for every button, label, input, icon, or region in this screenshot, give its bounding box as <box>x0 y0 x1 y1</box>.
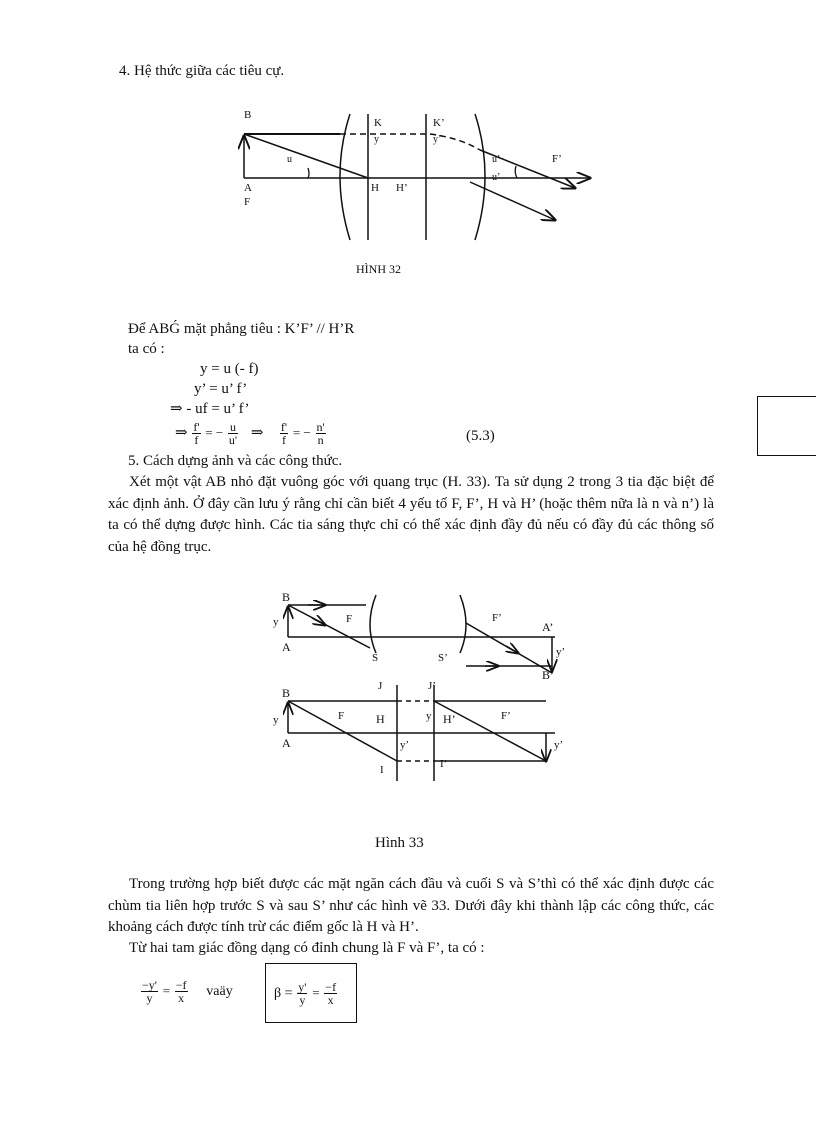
figure-33 <box>270 585 580 800</box>
numerator: −y' <box>142 978 157 993</box>
text-ta-co: ta có : <box>128 341 165 357</box>
label-B: B <box>244 109 252 121</box>
denominator: x <box>178 991 185 1006</box>
label-u-prime: u’ <box>492 154 501 165</box>
label-B: B <box>282 686 291 700</box>
numerator: n' <box>316 420 325 435</box>
label-u-prime-2: u’ <box>492 172 501 183</box>
word-vay: vaäy <box>206 984 233 999</box>
label-A: A <box>282 736 291 750</box>
fraction-neg-y-prime-over-y <box>141 979 158 1004</box>
label-F-prime: F’ <box>552 153 562 165</box>
label-B-prime: B’ <box>542 668 554 682</box>
fraction-u-over-u-prime <box>228 421 238 446</box>
label-A: A <box>244 182 252 194</box>
denominator: f <box>282 433 286 448</box>
label-A-prime: A’ <box>542 620 554 634</box>
label-K-prime: K’ <box>433 117 445 129</box>
label-S: S <box>372 652 379 664</box>
figure-32 <box>230 100 610 250</box>
label-y: y <box>374 134 379 145</box>
section-heading-4: 4. Hệ thức giữa các tiêu cự. <box>119 63 285 79</box>
paragraph-3-text: Từ hai tam giác đồng dạng có đỉnh chung là F và F’, ta có : <box>129 940 485 956</box>
equation-3-body: - uf = u’ f’ <box>186 401 250 417</box>
paragraph-3 <box>108 938 714 960</box>
implies-arrow: ⇒ <box>250 425 264 441</box>
denominator: x <box>327 993 334 1008</box>
numerator: f' <box>280 420 288 435</box>
label-u: u <box>287 154 292 165</box>
equals-minus: = − <box>292 425 311 440</box>
equation-2: y’ = u’ f’ <box>194 381 248 397</box>
label-B: B <box>282 590 291 604</box>
paragraph-2 <box>108 874 714 939</box>
label-y: y <box>426 710 432 722</box>
equals-minus: = − <box>205 425 224 440</box>
equation-4 <box>175 418 327 448</box>
fraction-neg-f-over-x <box>175 979 188 1004</box>
label-y-prime: y’ <box>400 739 410 751</box>
paragraph-2-text: Trong trường hợp biết được các mặt ngăn cách đầu và cuối S và S’thì có thể xác định được các chùm tia liên hợp trước S và sau S’ như các hình vẽ 33. Dưới đây khi thành lập các công thức, các khoảng cách được tính trừ các điểm gốc là H và H’. <box>108 876 714 935</box>
fraction-neg-f-over-x <box>324 981 337 1006</box>
implies-arrow: ⇒ <box>170 401 183 417</box>
numerator: f' <box>193 420 200 435</box>
equals: = <box>312 985 320 1000</box>
numerator: −f <box>175 978 187 993</box>
label-y-prime: y’ <box>433 134 442 145</box>
beta-symbol: β = <box>274 986 293 1001</box>
label-F: F <box>244 196 251 208</box>
fraction-f-prime-over-f <box>192 421 200 446</box>
numerator: y' <box>298 980 307 995</box>
paragraph-1 <box>108 472 714 558</box>
label-y: y <box>273 616 279 628</box>
implies-arrow: ⇒ <box>175 425 188 441</box>
label-y-prime: y’ <box>554 739 564 751</box>
label-F-prime: F’ <box>501 710 511 722</box>
fraction-f-prime-over-f-2 <box>280 421 288 446</box>
denominator: y <box>146 991 153 1006</box>
label-S-prime: S’ <box>438 652 448 664</box>
equals: = <box>162 983 171 998</box>
label-H-prime: H’ <box>443 712 456 726</box>
margin-box <box>757 396 816 456</box>
beta-formula <box>274 978 338 1009</box>
label-F-prime: F’ <box>492 612 502 624</box>
denominator: n <box>317 433 324 448</box>
equation-tag: (5.3) <box>466 428 495 444</box>
denominator: u' <box>228 433 238 448</box>
figure-33-caption: Hình 33 <box>375 835 424 851</box>
equation-3 <box>170 398 249 420</box>
label-J: J <box>378 680 383 692</box>
label-I-prime: I’ <box>440 758 448 770</box>
denominator: f <box>194 433 199 448</box>
label-y: y <box>273 714 279 726</box>
section-heading-5: 5. Cách dựng ảnh và các công thức. <box>128 453 343 469</box>
label-H: H <box>376 712 385 726</box>
label-J-prime: J’ <box>428 680 436 692</box>
fraction-n-prime-over-n <box>316 421 326 446</box>
numerator: u <box>228 421 238 434</box>
label-F: F <box>346 613 353 625</box>
label-H: H <box>371 182 379 194</box>
text-abg: Để ABǴ mặt phẳng tiêu : K’F’ // H’R <box>128 321 355 337</box>
figure-32-caption: HÌNH 32 <box>356 262 401 276</box>
fraction-y-prime-over-y <box>297 981 307 1006</box>
label-H-prime: H’ <box>396 182 408 194</box>
label-y-prime: y’ <box>556 646 566 658</box>
numerator: −f <box>325 980 337 995</box>
final-equation-left <box>140 976 233 1007</box>
label-F: F <box>338 710 345 722</box>
label-A: A <box>282 640 291 654</box>
paragraph-1-text: Xét một vật AB nhỏ đặt vuông góc với quang trục (H. 33). Ta sử dụng 2 trong 3 tia đặc biệt để xác định ảnh. Ở đây cần lưu ý rằng chỉ cần biết 4 yếu tố F, F’, H và H’ (hoặc thêm nữa là n và n’) là ta có thể dựng được hình. Các tia sáng thực chỉ có thể xác định đầy đủ nếu có đầy đủ các thông số của hệ đồng trục. <box>108 474 714 555</box>
denominator: y <box>299 993 306 1008</box>
equation-1: y = u (- f) <box>200 361 259 377</box>
label-I: I <box>380 764 384 776</box>
label-K: K <box>374 117 382 129</box>
